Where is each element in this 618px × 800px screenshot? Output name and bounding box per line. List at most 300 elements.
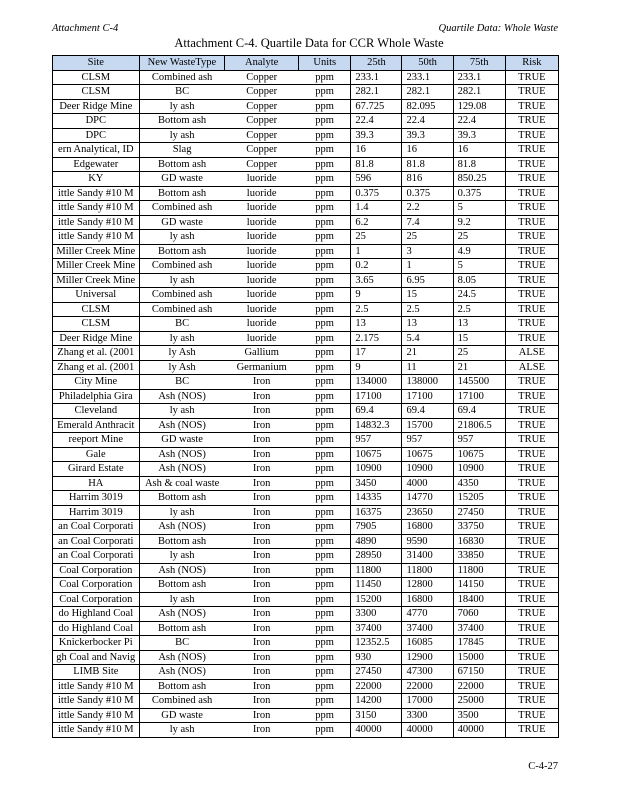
p75-cell: 7060 [453, 607, 505, 622]
table-row [53, 607, 559, 622]
risk-cell: TRUE [505, 259, 558, 274]
p25-cell: 22000 [351, 679, 402, 694]
waste-type-cell: ly Ash [139, 346, 225, 361]
units-cell: ppm [299, 708, 351, 723]
table-row [53, 418, 559, 433]
analyte-cell: luoride [225, 302, 299, 317]
waste-type-cell: Ash (NOS) [139, 650, 225, 665]
waste-type-cell: Bottom ash [139, 621, 225, 636]
site-cell: Deer Ridge Mine [53, 331, 140, 346]
p25-cell: 14832.3 [351, 418, 402, 433]
p25-cell: 9 [351, 360, 402, 375]
units-cell: ppm [299, 404, 351, 419]
risk-cell: TRUE [505, 592, 558, 607]
units-cell: ppm [299, 621, 351, 636]
p50-cell: 31400 [402, 549, 453, 564]
table-row [53, 70, 559, 85]
risk-cell: TRUE [505, 230, 558, 245]
p25-cell: 3150 [351, 708, 402, 723]
p25-cell: 17 [351, 346, 402, 361]
waste-type-cell: BC [139, 636, 225, 651]
table-row [53, 230, 559, 245]
p50-cell: 15700 [402, 418, 453, 433]
table-row [53, 244, 559, 259]
p50-cell: 957 [402, 433, 453, 448]
analyte-cell: Copper [225, 99, 299, 114]
units-cell: ppm [299, 723, 351, 738]
table-row [53, 331, 559, 346]
running-header-right: Quartile Data: Whole Waste [438, 23, 558, 34]
waste-type-cell: Ash (NOS) [139, 389, 225, 404]
risk-cell: TRUE [505, 404, 558, 419]
p50-cell: 81.8 [402, 157, 453, 172]
p25-cell: 10675 [351, 447, 402, 462]
risk-cell: TRUE [505, 549, 558, 564]
units-cell: ppm [299, 85, 351, 100]
analyte-cell: Iron [225, 708, 299, 723]
waste-type-cell: Ash (NOS) [139, 418, 225, 433]
table-row [53, 389, 559, 404]
p75-cell: 233.1 [453, 70, 505, 85]
units-cell: ppm [299, 143, 351, 158]
waste-type-cell: GD waste [139, 215, 225, 230]
table-row [53, 157, 559, 172]
risk-cell: TRUE [505, 375, 558, 390]
analyte-cell: Iron [225, 679, 299, 694]
analyte-cell: luoride [225, 331, 299, 346]
p25-cell: 14335 [351, 491, 402, 506]
site-cell: ittle Sandy #10 M [53, 708, 140, 723]
p25-cell: 81.8 [351, 157, 402, 172]
units-cell: ppm [299, 520, 351, 535]
risk-cell: TRUE [505, 99, 558, 114]
waste-type-cell: Bottom ash [139, 578, 225, 593]
p75-cell: 40000 [453, 723, 505, 738]
risk-cell: TRUE [505, 317, 558, 332]
p50-cell: 39.3 [402, 128, 453, 143]
table-row [53, 650, 559, 665]
units-cell: ppm [299, 259, 351, 274]
p25-cell: 3450 [351, 476, 402, 491]
units-cell: ppm [299, 186, 351, 201]
p75-cell: 22000 [453, 679, 505, 694]
units-cell: ppm [299, 694, 351, 709]
site-cell: ittle Sandy #10 M [53, 679, 140, 694]
risk-cell: TRUE [505, 679, 558, 694]
table-row [53, 679, 559, 694]
risk-cell: TRUE [505, 665, 558, 680]
p75-cell: 81.8 [453, 157, 505, 172]
p50-cell: 21 [402, 346, 453, 361]
table-row [53, 723, 559, 738]
p75-cell: 11800 [453, 563, 505, 578]
table-row [53, 375, 559, 390]
p25-cell: 2.5 [351, 302, 402, 317]
p75-cell: 16 [453, 143, 505, 158]
analyte-cell: luoride [225, 273, 299, 288]
p25-cell: 39.3 [351, 128, 402, 143]
p25-cell: 134000 [351, 375, 402, 390]
p50-cell: 14770 [402, 491, 453, 506]
site-cell: CLSM [53, 302, 140, 317]
p75-cell: 24.5 [453, 288, 505, 303]
p25-cell: 930 [351, 650, 402, 665]
waste-type-cell: ly Ash [139, 360, 225, 375]
p25-cell: 0.375 [351, 186, 402, 201]
p25-cell: 3.65 [351, 273, 402, 288]
analyte-cell: Copper [225, 128, 299, 143]
waste-type-cell: Bottom ash [139, 186, 225, 201]
waste-type-cell: ly ash [139, 273, 225, 288]
running-header-left: Attachment C-4 [52, 23, 119, 34]
site-cell: Gale [53, 447, 140, 462]
analyte-cell: Iron [225, 621, 299, 636]
waste-type-cell: Bottom ash [139, 491, 225, 506]
waste-type-cell: Combined ash [139, 259, 225, 274]
p75-cell: 15000 [453, 650, 505, 665]
p50-cell: 13 [402, 317, 453, 332]
p25-cell: 12352.5 [351, 636, 402, 651]
p50-cell: 9590 [402, 534, 453, 549]
analyte-cell: Gallium [225, 346, 299, 361]
site-cell: ittle Sandy #10 M [53, 201, 140, 216]
site-cell: ittle Sandy #10 M [53, 723, 140, 738]
analyte-cell: Iron [225, 505, 299, 520]
p50-cell: 4000 [402, 476, 453, 491]
page-number: C-4-27 [528, 761, 558, 772]
column-header-risk: Risk [505, 56, 558, 71]
risk-cell: TRUE [505, 85, 558, 100]
waste-type-cell: ly ash [139, 505, 225, 520]
risk-cell: TRUE [505, 157, 558, 172]
risk-cell: TRUE [505, 143, 558, 158]
risk-cell: TRUE [505, 389, 558, 404]
p75-cell: 27450 [453, 505, 505, 520]
analyte-cell: luoride [225, 288, 299, 303]
p25-cell: 10900 [351, 462, 402, 477]
p25-cell: 11800 [351, 563, 402, 578]
quartile-data-table [52, 55, 559, 738]
risk-cell: TRUE [505, 505, 558, 520]
p50-cell: 3300 [402, 708, 453, 723]
analyte-cell: Iron [225, 592, 299, 607]
units-cell: ppm [299, 230, 351, 245]
risk-cell: TRUE [505, 491, 558, 506]
table-row [53, 462, 559, 477]
table-row [53, 476, 559, 491]
waste-type-cell: Bottom ash [139, 534, 225, 549]
table-row [53, 534, 559, 549]
site-cell: Coal Corporation [53, 592, 140, 607]
site-cell: reeport Mine [53, 433, 140, 448]
analyte-cell: Iron [225, 404, 299, 419]
risk-cell: TRUE [505, 244, 558, 259]
risk-cell: TRUE [505, 534, 558, 549]
waste-type-cell: Bottom ash [139, 157, 225, 172]
p25-cell: 233.1 [351, 70, 402, 85]
risk-cell: TRUE [505, 70, 558, 85]
site-cell: an Coal Corporati [53, 534, 140, 549]
site-cell: ittle Sandy #10 M [53, 215, 140, 230]
waste-type-cell: ly ash [139, 331, 225, 346]
risk-cell: TRUE [505, 563, 558, 578]
p25-cell: 13 [351, 317, 402, 332]
p50-cell: 16 [402, 143, 453, 158]
risk-cell: TRUE [505, 636, 558, 651]
p75-cell: 25 [453, 230, 505, 245]
risk-cell: TRUE [505, 621, 558, 636]
analyte-cell: Iron [225, 375, 299, 390]
p50-cell: 10675 [402, 447, 453, 462]
waste-type-cell: ly ash [139, 99, 225, 114]
analyte-cell: luoride [225, 201, 299, 216]
p25-cell: 40000 [351, 723, 402, 738]
site-cell: Zhang et al. (2001 [53, 346, 140, 361]
units-cell: ppm [299, 128, 351, 143]
p25-cell: 6.2 [351, 215, 402, 230]
table-row [53, 636, 559, 651]
units-cell: ppm [299, 563, 351, 578]
p75-cell: 17845 [453, 636, 505, 651]
site-cell: Zhang et al. (2001 [53, 360, 140, 375]
p25-cell: 28950 [351, 549, 402, 564]
units-cell: ppm [299, 607, 351, 622]
p50-cell: 6.95 [402, 273, 453, 288]
site-cell: ern Analytical, ID [53, 143, 140, 158]
p75-cell: 10675 [453, 447, 505, 462]
units-cell: ppm [299, 157, 351, 172]
site-cell: Deer Ridge Mine [53, 99, 140, 114]
p50-cell: 17000 [402, 694, 453, 709]
p75-cell: 21806.5 [453, 418, 505, 433]
waste-type-cell: Combined ash [139, 288, 225, 303]
site-cell: Coal Corporation [53, 578, 140, 593]
risk-cell: TRUE [505, 114, 558, 129]
table-row [53, 346, 559, 361]
waste-type-cell: GD waste [139, 708, 225, 723]
table-row [53, 665, 559, 680]
risk-cell: TRUE [505, 723, 558, 738]
site-cell: CLSM [53, 317, 140, 332]
p75-cell: 10900 [453, 462, 505, 477]
column-header-units: Units [299, 56, 351, 71]
p25-cell: 69.4 [351, 404, 402, 419]
risk-cell: TRUE [505, 418, 558, 433]
p75-cell: 21 [453, 360, 505, 375]
waste-type-cell: Bottom ash [139, 244, 225, 259]
p25-cell: 282.1 [351, 85, 402, 100]
waste-type-cell: BC [139, 375, 225, 390]
table-body [53, 70, 559, 737]
site-cell: DPC [53, 128, 140, 143]
p75-cell: 25000 [453, 694, 505, 709]
table-row [53, 302, 559, 317]
site-cell: do Highland Coal [53, 607, 140, 622]
p50-cell: 25 [402, 230, 453, 245]
site-cell: HA [53, 476, 140, 491]
table-row [53, 99, 559, 114]
waste-type-cell: Combined ash [139, 70, 225, 85]
units-cell: ppm [299, 172, 351, 187]
risk-cell: TRUE [505, 331, 558, 346]
p50-cell: 816 [402, 172, 453, 187]
waste-type-cell: Ash (NOS) [139, 607, 225, 622]
table-row [53, 578, 559, 593]
waste-type-cell: ly ash [139, 723, 225, 738]
p75-cell: 4.9 [453, 244, 505, 259]
p50-cell: 22000 [402, 679, 453, 694]
analyte-cell: Copper [225, 157, 299, 172]
p75-cell: 957 [453, 433, 505, 448]
p25-cell: 67.725 [351, 99, 402, 114]
analyte-cell: luoride [225, 244, 299, 259]
table-row [53, 563, 559, 578]
units-cell: ppm [299, 288, 351, 303]
table-row [53, 85, 559, 100]
p50-cell: 40000 [402, 723, 453, 738]
site-cell: do Highland Coal [53, 621, 140, 636]
waste-type-cell: ly ash [139, 230, 225, 245]
column-header-75th: 75th [453, 56, 505, 71]
analyte-cell: Iron [225, 462, 299, 477]
analyte-cell: Copper [225, 114, 299, 129]
units-cell: ppm [299, 215, 351, 230]
analyte-cell: Iron [225, 433, 299, 448]
p75-cell: 5 [453, 259, 505, 274]
table-row [53, 520, 559, 535]
p75-cell: 850.25 [453, 172, 505, 187]
p25-cell: 7905 [351, 520, 402, 535]
p75-cell: 16830 [453, 534, 505, 549]
units-cell: ppm [299, 578, 351, 593]
p75-cell: 9.2 [453, 215, 505, 230]
p75-cell: 2.5 [453, 302, 505, 317]
analyte-cell: Iron [225, 447, 299, 462]
risk-cell: TRUE [505, 694, 558, 709]
risk-cell: TRUE [505, 520, 558, 535]
site-cell: CLSM [53, 70, 140, 85]
site-cell: an Coal Corporati [53, 549, 140, 564]
waste-type-cell: BC [139, 85, 225, 100]
analyte-cell: Iron [225, 578, 299, 593]
p75-cell: 145500 [453, 375, 505, 390]
p50-cell: 12800 [402, 578, 453, 593]
p25-cell: 0.2 [351, 259, 402, 274]
site-cell: Miller Creek Mine [53, 244, 140, 259]
site-cell: Miller Creek Mine [53, 273, 140, 288]
analyte-cell: Iron [225, 534, 299, 549]
p75-cell: 39.3 [453, 128, 505, 143]
site-cell: Miller Creek Mine [53, 259, 140, 274]
analyte-cell: Copper [225, 85, 299, 100]
table-row [53, 404, 559, 419]
table-row [53, 592, 559, 607]
p50-cell: 233.1 [402, 70, 453, 85]
site-cell: DPC [53, 114, 140, 129]
analyte-cell: Iron [225, 563, 299, 578]
p50-cell: 3 [402, 244, 453, 259]
site-cell: Knickerbocker Pi [53, 636, 140, 651]
p50-cell: 2.5 [402, 302, 453, 317]
column-header-analyte: Analyte [225, 56, 299, 71]
analyte-cell: Iron [225, 607, 299, 622]
site-cell: ittle Sandy #10 M [53, 230, 140, 245]
table-row [53, 114, 559, 129]
analyte-cell: Iron [225, 723, 299, 738]
analyte-cell: luoride [225, 230, 299, 245]
p75-cell: 67150 [453, 665, 505, 680]
p75-cell: 282.1 [453, 85, 505, 100]
analyte-cell: luoride [225, 317, 299, 332]
site-cell: Girard Estate [53, 462, 140, 477]
waste-type-cell: Slag [139, 143, 225, 158]
p25-cell: 17100 [351, 389, 402, 404]
site-cell: Philadelphia Gira [53, 389, 140, 404]
waste-type-cell: Combined ash [139, 302, 225, 317]
table-row [53, 128, 559, 143]
p75-cell: 3500 [453, 708, 505, 723]
units-cell: ppm [299, 636, 351, 651]
table-row [53, 201, 559, 216]
units-cell: ppm [299, 462, 351, 477]
column-header-site: Site [53, 56, 140, 71]
waste-type-cell: Ash (NOS) [139, 520, 225, 535]
p50-cell: 16800 [402, 520, 453, 535]
waste-type-cell: Ash (NOS) [139, 665, 225, 680]
p50-cell: 12900 [402, 650, 453, 665]
units-cell: ppm [299, 592, 351, 607]
p25-cell: 3300 [351, 607, 402, 622]
site-cell: Cleveland [53, 404, 140, 419]
p50-cell: 16800 [402, 592, 453, 607]
table-row [53, 317, 559, 332]
column-header-waste-type: New WasteType [139, 56, 225, 71]
risk-cell: TRUE [505, 128, 558, 143]
table-row [53, 433, 559, 448]
analyte-cell: luoride [225, 172, 299, 187]
p50-cell: 11 [402, 360, 453, 375]
units-cell: ppm [299, 679, 351, 694]
units-cell: ppm [299, 491, 351, 506]
column-header-50th: 50th [402, 56, 453, 71]
waste-type-cell: GD waste [139, 433, 225, 448]
table-row [53, 360, 559, 375]
p25-cell: 16 [351, 143, 402, 158]
units-cell: ppm [299, 375, 351, 390]
p25-cell: 9 [351, 288, 402, 303]
p75-cell: 17100 [453, 389, 505, 404]
risk-cell: TRUE [505, 186, 558, 201]
risk-cell: TRUE [505, 215, 558, 230]
units-cell: ppm [299, 70, 351, 85]
table-row [53, 288, 559, 303]
waste-type-cell: ly ash [139, 592, 225, 607]
units-cell: ppm [299, 418, 351, 433]
risk-cell: TRUE [505, 607, 558, 622]
risk-cell: TRUE [505, 708, 558, 723]
table-row [53, 621, 559, 636]
p75-cell: 13 [453, 317, 505, 332]
waste-type-cell: Ash (NOS) [139, 462, 225, 477]
p75-cell: 33750 [453, 520, 505, 535]
risk-cell: TRUE [505, 650, 558, 665]
units-cell: ppm [299, 447, 351, 462]
waste-type-cell: ly ash [139, 549, 225, 564]
p50-cell: 1 [402, 259, 453, 274]
p25-cell: 15200 [351, 592, 402, 607]
analyte-cell: luoride [225, 186, 299, 201]
table-row [53, 549, 559, 564]
